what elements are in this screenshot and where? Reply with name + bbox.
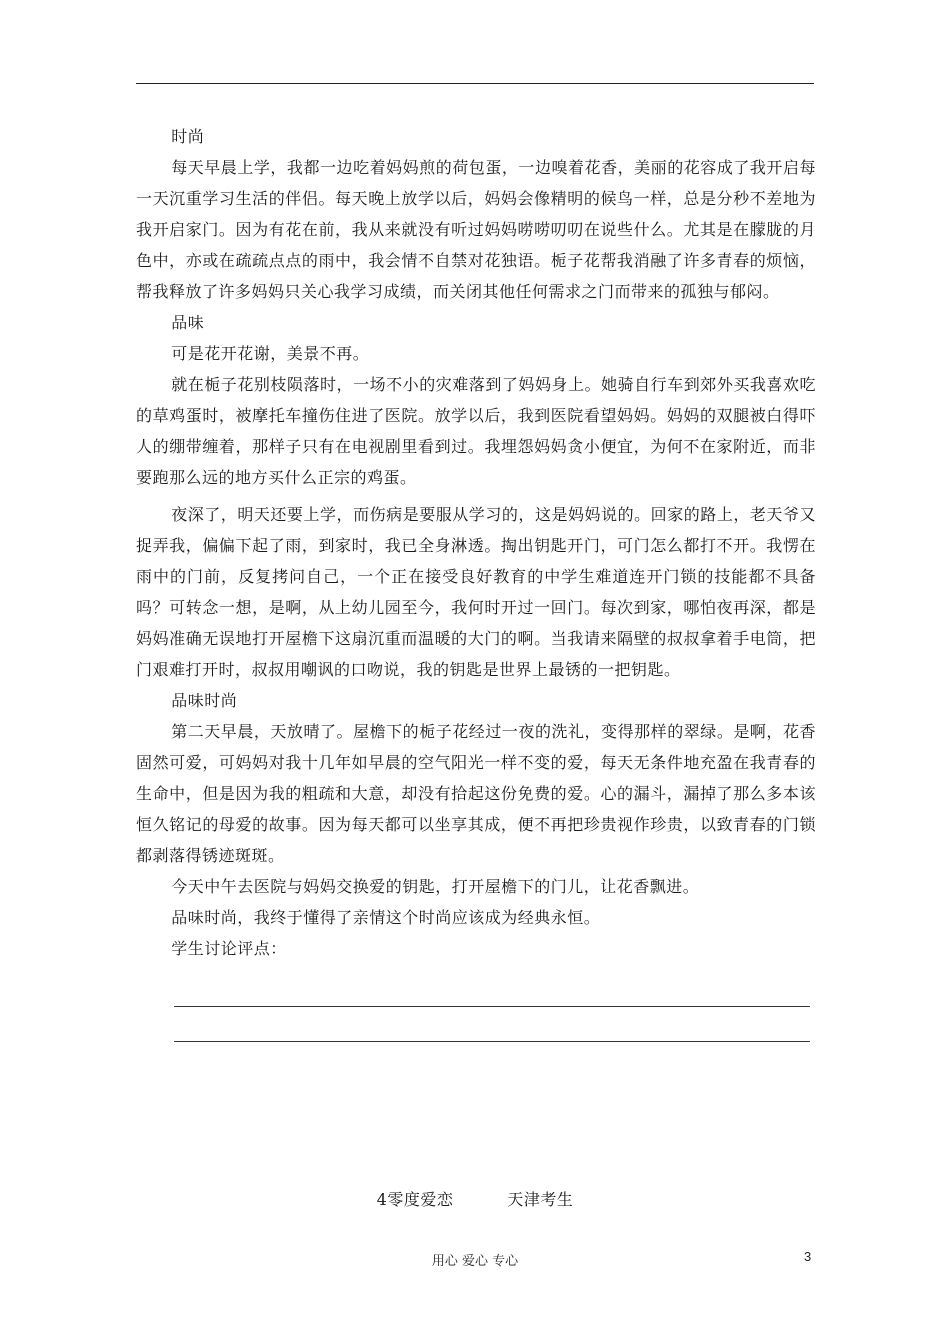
next-essay-author: 天津考生	[507, 1190, 574, 1209]
section-heading-pinwei-shishang: 品味时尚	[171, 691, 238, 710]
page-number: 3	[804, 1249, 812, 1264]
section-heading-shishang: 时尚	[171, 127, 205, 146]
footer-text: 用心 爱心 专心	[431, 1254, 519, 1269]
next-essay-title: 4零度爱恋	[376, 1190, 454, 1209]
paragraph-pinwei-2: 就在栀子花别枝陨落时，一场不小的灾难落到了妈妈身上。她骑自行车到郊外买我喜欢吃的草鸡蛋时，被摩托车撞伤住进了医院。放学以后，我到医院看望妈妈。妈妈的双腿被白得吓人的绷带缠着，那样子只有在电视剧里看到过。我埋怨妈妈贪小便宜，为何不在家附近，而非要跑那么远的地方买什么正宗的鸡蛋。	[136, 375, 816, 487]
answer-lines	[174, 972, 810, 1042]
essay-body	[136, 121, 816, 1042]
answer-line-1[interactable]	[174, 972, 810, 1007]
paragraph-final-3: 品味时尚，我终于懂得了亲情这个时尚应该成为经典永恒。	[171, 908, 601, 927]
paragraph-final-2: 今天中午去医院与妈妈交换爱的钥匙，打开屋檐下的门儿，让花香飘进。	[171, 877, 700, 896]
paragraph-pinwei-1: 可是花开花谢，美景不再。	[171, 344, 370, 363]
paragraph-final-1: 第二天早晨，天放晴了。屋檐下的栀子花经过一夜的洗礼，变得那样的翠绿。是啊，花香固然可爱，可妈妈对我十几年如早晨的空气阳光一样不变的爱，每天无条件地充盈在我青春的生命中，但是因为我的粗疏和大意，却没有拾起这份免费的爱。心的漏斗，漏掉了那么多本该恒久铭记的母爱的故事。因为每天都可以坐享其成，便不再把珍贵视作珍贵，以致青春的门锁都剥落得锈迹斑斑。	[136, 722, 816, 865]
paragraph-pinwei-3: 夜深了，明天还要上学，而伤病是要服从学习的，这是妈妈说的。回家的路上，老天爷又捉弄我，偏偏下起了雨，到家时，我已全身淋透。掏出钥匙开门，可门怎么都打不开。我愣在雨中的门前，反复拷问自己，一个正在接受良好教育的中学生难道连开门锁的技能都不具备吗？可转念一想，是啊，从上幼儿园至今，我何时开过一回门。每次到家，哪怕夜再深，都是妈妈准确无误地打开屋檐下这扇沉重而温暖的大门的啊。当我请来隔壁的叔叔拿着手电筒，把门艰难打开时，叔叔用嘲讽的口吻说，我的钥匙是世界上最锈的一把钥匙。	[136, 505, 816, 679]
discussion-label: 学生讨论评点：	[171, 939, 287, 958]
next-essay-heading	[0, 1187, 950, 1210]
section-heading-pinwei: 品味	[171, 313, 205, 332]
paragraph-shishang: 每天早晨上学，我都一边吃着妈妈煎的荷包蛋，一边嗅着花香，美丽的花容成了我开启每一天沉重学习生活的伴侣。每天晚上放学以后，妈妈会像精明的候鸟一样，总是分秒不差地为我开启家门。因为有花在前，我从来就没有听过妈妈唠唠叨叨在说些什么。尤其是在朦胧的月色中，亦或在疏疏点点的雨中，我会情不自禁对花独语。栀子花帮我消融了许多青春的烦恼，帮我释放了许多妈妈只关心我学习成绩，而关闭其他任何需求之门而带来的孤独与郁闷。	[136, 158, 816, 301]
answer-line-2[interactable]	[174, 1007, 810, 1042]
header-rule	[136, 83, 814, 84]
